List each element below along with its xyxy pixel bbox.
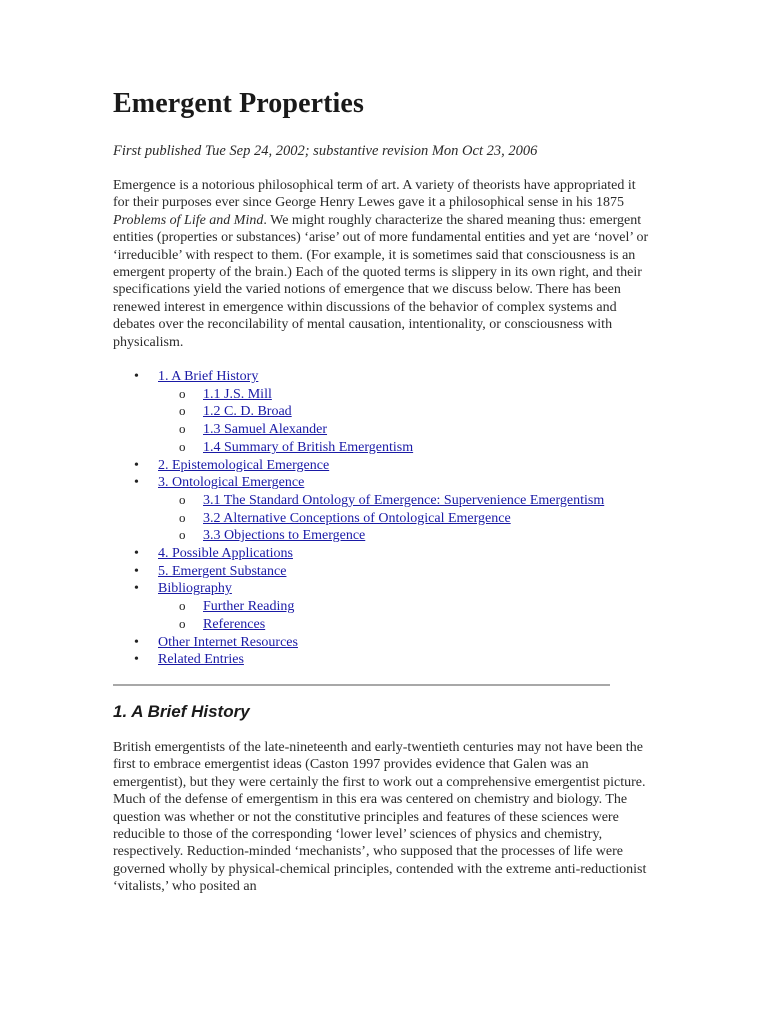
circle-bullet-icon: o — [179, 527, 186, 543]
table-of-contents — [113, 368, 673, 669]
toc-sublink[interactable]: 3.2 Alternative Conceptions of Ontological Emergence — [203, 510, 511, 526]
toc-sublink[interactable]: 1.3 Samuel Alexander — [203, 422, 328, 438]
toc-item — [113, 580, 673, 598]
bullet-icon: • — [134, 652, 139, 668]
toc-item — [113, 368, 673, 386]
toc-sublink[interactable]: 1.2 C. D. Broad — [203, 404, 292, 420]
toc-subitem — [113, 598, 673, 616]
page-title: Emergent Properties — [113, 88, 364, 119]
book-title: Problems of Life and Mind — [113, 212, 264, 228]
toc-sublink[interactable]: 3.1 The Standard Ontology of Emergence: Supervenience Emergentism — [203, 492, 605, 508]
toc-link[interactable]: 1. A Brief History — [158, 369, 259, 384]
section-divider — [113, 684, 610, 686]
publication-info: First published Tue Sep 24, 2002; substantive revision Mon Oct 23, 2006 — [113, 143, 538, 159]
toc-item — [113, 474, 673, 492]
toc-link[interactable]: 5. Emergent Substance — [158, 563, 287, 579]
toc-link[interactable]: Bibliography — [158, 581, 232, 597]
toc-sublink[interactable]: Further Reading — [203, 599, 295, 615]
toc-link[interactable]: 3. Ontological Emergence — [158, 475, 305, 491]
toc-subitem — [113, 616, 673, 634]
bullet-icon: • — [134, 475, 139, 491]
intro-text-2: . We might roughly characterize the shared meaning thus: emergent entities (properties or substances) ‘arise’ out of more fundamental entities and yet are ‘novel’ or ‘irreducible’ with respect to them. (For example, it is sometimes said that consciousness is an emergent property of the brain.) Each of the quoted terms is slippery in its own right, and their specifications yield the varied notions of emergence that we discuss below. There has been renewed interest in emergence within discussions of the behavior of complex systems and debates over the reconcilability of mental causation, intentionality, or consciousness with physicalism. — [113, 212, 649, 350]
toc-link[interactable]: Related Entries — [158, 652, 244, 668]
circle-bullet-icon: o — [179, 385, 186, 401]
toc-sublink[interactable]: References — [203, 616, 266, 632]
bullet-icon: • — [134, 457, 139, 473]
bullet-icon: • — [134, 546, 139, 562]
toc-sublink[interactable]: 3.3 Objections to Emergence — [203, 528, 366, 544]
intro-text-1: Emergence is a notorious philosophical term of art. A variety of theorists have appropriated it for their purposes ever since George Henry Lewes gave it a philosophical sense in his 1875 — [113, 178, 636, 211]
toc-subitem — [113, 527, 673, 545]
toc-item — [113, 457, 673, 475]
toc-item — [113, 563, 673, 581]
circle-bullet-icon: o — [179, 438, 186, 454]
circle-bullet-icon: o — [179, 421, 186, 437]
toc-subitem — [113, 403, 673, 421]
toc-subitem — [113, 386, 673, 404]
intro-paragraph — [113, 177, 653, 351]
toc-subitem — [113, 421, 673, 439]
toc-subitem — [113, 492, 673, 510]
bullet-icon: • — [134, 581, 139, 597]
section-paragraph: British emergentists of the late-nineteenth and early-twentieth centuries may not have been the first to embrace emergentist ideas (Caston 1997 provides evidence that Galen was an emergentist), but they were certainly the first to work out a comprehensive emergentist picture. Much of the defense of emergentism in this era was centered on chemistry and biology. The question was whether or not the constitutive principles and features of these sciences were reducible to those of the corresponding ‘lower level’ sciences of physics and chemistry, respectively. Reduction-minded ‘mechanists’, who supposed that the processes of life were governed wholly by physical-chemical principles, contended with the extreme anti-reductionist ‘vitalists,’ who posited an — [113, 740, 647, 895]
circle-bullet-icon: o — [179, 598, 186, 614]
bullet-icon: • — [134, 634, 139, 650]
toc-link[interactable]: 4. Possible Applications — [158, 546, 293, 562]
bullet-icon: • — [134, 563, 139, 579]
circle-bullet-icon: o — [179, 615, 186, 631]
toc-sublink[interactable]: 1.4 Summary of British Emergentism — [203, 439, 414, 455]
toc-subitem — [113, 510, 673, 528]
section-heading-brief-history: 1. A Brief History — [113, 702, 250, 721]
circle-bullet-icon: o — [179, 403, 186, 419]
toc-sublink[interactable]: 1.1 J.S. Mill — [203, 386, 272, 402]
toc-item — [113, 651, 673, 669]
toc-item — [113, 634, 673, 652]
toc-subitem — [113, 439, 673, 457]
bullet-icon: • — [134, 369, 139, 384]
circle-bullet-icon: o — [179, 491, 186, 507]
toc-item — [113, 545, 673, 563]
toc-link[interactable]: 2. Epistemological Emergence — [158, 457, 330, 473]
circle-bullet-icon: o — [179, 509, 186, 525]
toc-link[interactable]: Other Internet Resources — [158, 634, 298, 650]
